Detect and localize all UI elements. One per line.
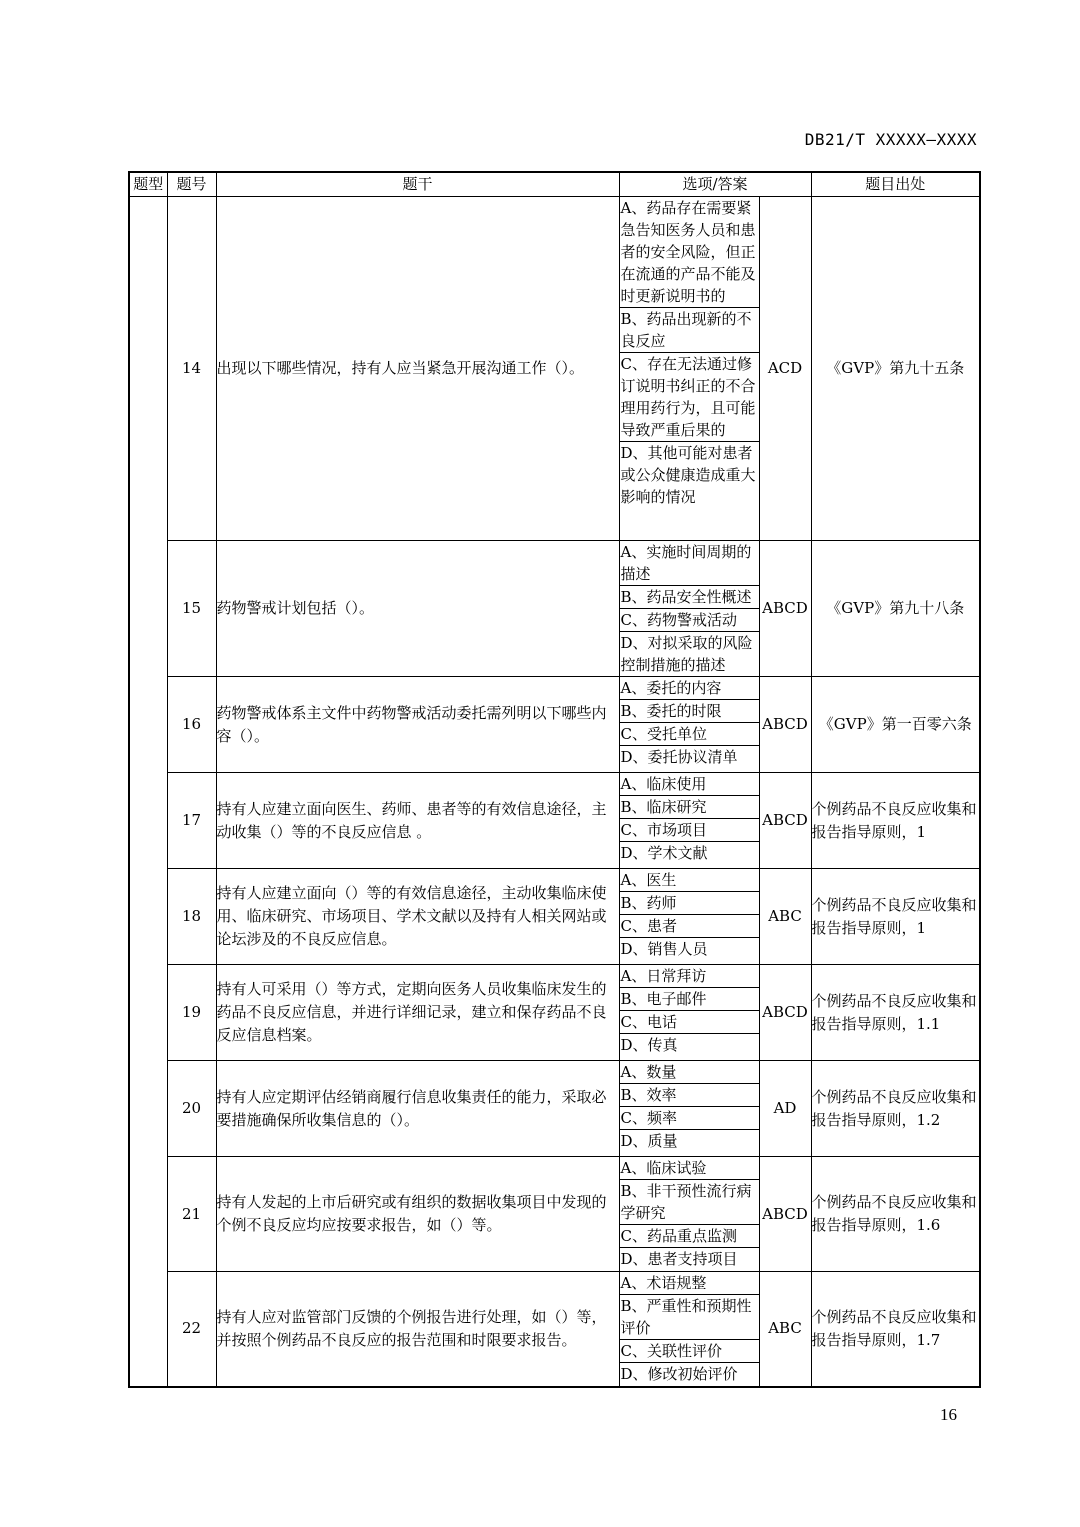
option-item: D、修改初始评价 xyxy=(620,1365,738,1383)
options-cell xyxy=(619,677,759,773)
question-number: 14 xyxy=(167,197,216,541)
option-item: D、患者支持项目 xyxy=(620,1250,738,1268)
option-item: B、非干预性流行病学研究 xyxy=(620,1180,759,1225)
question-number: 22 xyxy=(167,1272,216,1387)
question-stem: 持有人应对监管部门反馈的个例报告进行处理，如（）等，并按照个例药品不良反应的报告范围和时限要求报告。 xyxy=(216,1272,619,1387)
option-item: C、药物警戒活动 xyxy=(620,609,759,632)
option-item: C、受托单位 xyxy=(620,723,759,746)
question-source: 《GVP》第一百零六条 xyxy=(811,677,980,773)
question-stem: 药物警戒计划包括（）。 xyxy=(216,541,619,677)
table-row xyxy=(129,1272,980,1387)
option-item: C、电话 xyxy=(620,1011,759,1034)
question-source: 《GVP》第九十八条 xyxy=(811,541,980,677)
column-header-source: 题目出处 xyxy=(811,172,980,197)
question-number: 16 xyxy=(167,677,216,773)
option-item: D、委托协议清单 xyxy=(620,748,738,766)
column-header-options-answer: 选项/答案 xyxy=(619,172,811,197)
option-item: A、数量 xyxy=(620,1061,759,1084)
answer: AD xyxy=(759,1061,811,1157)
option-item: A、实施时间周期的描述 xyxy=(620,541,759,586)
option-item: D、质量 xyxy=(620,1132,678,1150)
options-cell xyxy=(619,773,759,869)
options-cell xyxy=(619,869,759,965)
question-stem: 持有人应建立面向医生、药师、患者等的有效信息途径，主动收集（）等的不良反应信息 。 xyxy=(216,773,619,869)
answer: ABCD xyxy=(759,773,811,869)
question-source: 个例药品不良反应收集和报告指导原则，1 xyxy=(811,773,980,869)
options-cell xyxy=(619,1272,759,1387)
option-item: C、市场项目 xyxy=(620,819,759,842)
option-item: D、学术文献 xyxy=(620,844,708,862)
options-cell xyxy=(619,541,759,677)
page-number: 16 xyxy=(940,1405,957,1424)
question-type-cell xyxy=(129,197,167,1387)
option-item: A、临床试验 xyxy=(620,1157,759,1180)
question-number: 17 xyxy=(167,773,216,869)
option-item: D、对拟采取的风险控制措施的描述 xyxy=(620,634,753,674)
question-stem: 出现以下哪些情况，持有人应当紧急开展沟通工作（）。 xyxy=(216,197,619,541)
option-item: B、药品出现新的不良反应 xyxy=(620,308,759,353)
options-cell xyxy=(619,197,759,541)
question-source: 个例药品不良反应收集和报告指导原则，1.2 xyxy=(811,1061,980,1157)
option-item: A、委托的内容 xyxy=(620,677,759,700)
question-stem: 药物警戒体系主文件中药物警戒活动委托需列明以下哪些内容（）。 xyxy=(216,677,619,773)
option-item: C、频率 xyxy=(620,1107,759,1130)
question-stem: 持有人应建立面向（）等的有效信息途径，主动收集临床使用、临床研究、市场项目、学术文献以及持有人相关网站或论坛涉及的不良反应信息。 xyxy=(216,869,619,965)
question-number: 20 xyxy=(167,1061,216,1157)
question-stem: 持有人发起的上市后研究或有组织的数据收集项目中发现的个例不良反应均应按要求报告，如（）等。 xyxy=(216,1157,619,1272)
option-item: C、关联性评价 xyxy=(620,1340,759,1363)
table-header-row xyxy=(129,172,980,197)
option-item: B、药师 xyxy=(620,892,759,915)
answer: ABCD xyxy=(759,677,811,773)
question-stem: 持有人可采用（）等方式，定期向医务人员收集临床发生的药品不良反应信息，并进行详细记录，建立和保存药品不良反应信息档案。 xyxy=(216,965,619,1061)
option-item: B、电子邮件 xyxy=(620,988,759,1011)
option-item: C、存在无法通过修订说明书纠正的不合理用药行为，且可能导致严重后果的 xyxy=(620,353,759,442)
answer: ABCD xyxy=(759,965,811,1061)
answer: ACD xyxy=(759,197,811,541)
question-source: 个例药品不良反应收集和报告指导原则，1 xyxy=(811,869,980,965)
answer: ABC xyxy=(759,869,811,965)
question-number: 19 xyxy=(167,965,216,1061)
option-item: B、临床研究 xyxy=(620,796,759,819)
question-source: 《GVP》第九十五条 xyxy=(811,197,980,541)
table-row xyxy=(129,541,980,677)
table-row xyxy=(129,677,980,773)
question-table xyxy=(128,171,981,1388)
question-source: 个例药品不良反应收集和报告指导原则，1.7 xyxy=(811,1272,980,1387)
question-number: 18 xyxy=(167,869,216,965)
option-item: B、药品安全性概述 xyxy=(620,586,759,609)
option-item: A、医生 xyxy=(620,869,759,892)
column-header-number: 题号 xyxy=(167,172,216,197)
question-stem: 持有人应定期评估经销商履行信息收集责任的能力，采取必要措施确保所收集信息的（）。 xyxy=(216,1061,619,1157)
question-source: 个例药品不良反应收集和报告指导原则，1.1 xyxy=(811,965,980,1061)
option-item: D、销售人员 xyxy=(620,940,708,958)
table-row xyxy=(129,965,980,1061)
table-row xyxy=(129,1061,980,1157)
table-row xyxy=(129,869,980,965)
options-cell xyxy=(619,965,759,1061)
document-code: DB21/T XXXXX—XXXX xyxy=(804,130,977,149)
table-row xyxy=(129,197,980,541)
question-number: 21 xyxy=(167,1157,216,1272)
options-cell xyxy=(619,1061,759,1157)
question-source: 个例药品不良反应收集和报告指导原则，1.6 xyxy=(811,1157,980,1272)
option-item: A、术语规整 xyxy=(620,1272,759,1295)
option-item: B、委托的时限 xyxy=(620,700,759,723)
answer: ABCD xyxy=(759,541,811,677)
options-cell xyxy=(619,1157,759,1272)
option-item: A、日常拜访 xyxy=(620,965,759,988)
table-row xyxy=(129,773,980,869)
option-item: D、传真 xyxy=(620,1036,678,1054)
column-header-type: 题型 xyxy=(129,172,167,197)
option-item: D、其他可能对患者或公众健康造成重大影响的情况 xyxy=(620,444,756,506)
option-item: A、药品存在需要紧急告知医务人员和患者的安全风险，但正在流通的产品不能及时更新说明书的 xyxy=(620,197,759,308)
option-item: A、临床使用 xyxy=(620,773,759,796)
option-item: B、效率 xyxy=(620,1084,759,1107)
option-item: C、药品重点监测 xyxy=(620,1225,759,1248)
question-number: 15 xyxy=(167,541,216,677)
option-item: B、严重性和预期性评价 xyxy=(620,1295,759,1340)
answer: ABC xyxy=(759,1272,811,1387)
answer: ABCD xyxy=(759,1157,811,1272)
column-header-stem: 题干 xyxy=(216,172,619,197)
table-row xyxy=(129,1157,980,1272)
option-item: C、患者 xyxy=(620,915,759,938)
